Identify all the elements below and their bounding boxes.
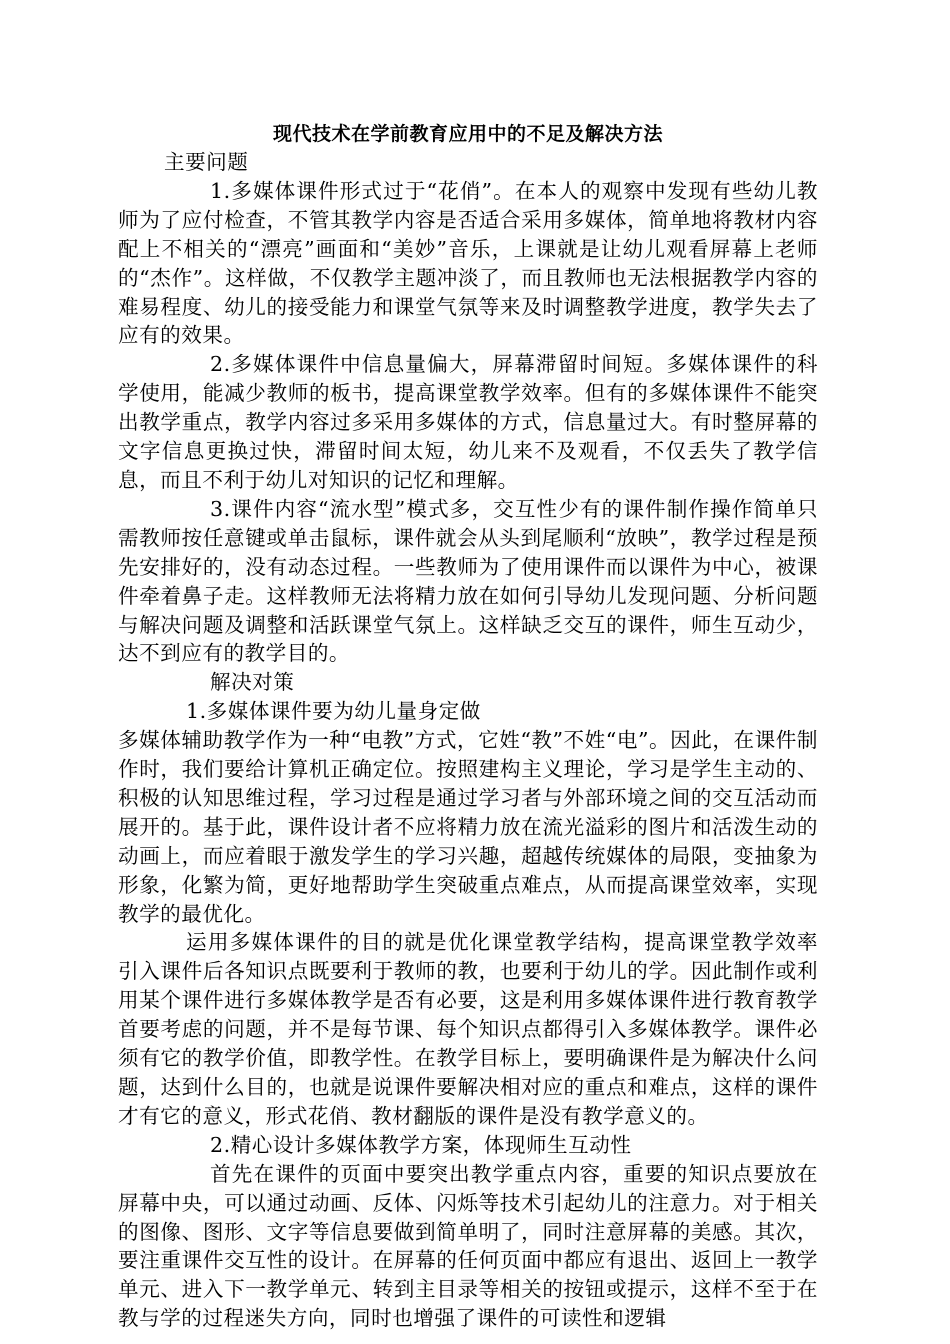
paragraph-problem-2: 2.多媒体课件中信息量偏大，屏幕滞留时间短。多媒体课件的科学使用，能减少教师的板书，提高课堂教学效率。但有的多媒体课件不能突出教学重点，教学内容过多采用多媒体的方式，信息量过大。有时整屏幕的文字信息更换过快，滞留时间太短，幼儿来不及观看，不仅丢失了教学信息，而且不利于幼儿对知识的记忆和理解。 bbox=[118, 352, 818, 492]
subheading-solution-1: 1.多媒体课件要为幼儿量身定做 bbox=[186, 699, 481, 724]
document-title: 现代技术在学前教育应用中的不足及解决方法 bbox=[272, 123, 663, 145]
paragraph-problem-3: 3.课件内容“流水型”模式多，交互性少有的课件制作操作简单只需教师按任意键或单击鼠标，课件就会从头到尾顺利“放映”，教学过程是预先安排好的，没有动态过程。一些教师为了使用课件而以课件为中心，被课件牵着鼻子走。这样教师无法将精力放在如何引导幼儿发现问题、分析问题与解决问题及调整和活跃课堂气氛上。这样缺乏交互的课件，师生互动少，达不到应有的教学目的。 bbox=[118, 496, 818, 666]
section-heading-solutions: 解决对策 bbox=[210, 670, 295, 695]
paragraph-solution-1a: 多媒体辅助教学作为一种“电教”方式，它姓“教”不姓“电”。因此，在课件制作时，我们要给计算机正确定位。按照建构主义理论，学习是学生主动的、积极的认知思维过程，学习过程是通过学习者与外部环境之间的交互活动而展开的。基于此，课件设计者不应将精力放在流光溢彩的图片和活泼生动的动画上，而应着眼于激发学生的学习兴趣，超越传统媒体的局限，变抽象为形象，化繁为简，更好地帮助学生突破重点难点，从而提高课堂效率，实现教学的最优化。 bbox=[118, 728, 818, 926]
subheading-solution-2: 2.精心设计多媒体教学方案，体现师生互动性 bbox=[210, 1132, 632, 1157]
paragraph-solution-1b: 运用多媒体课件的目的就是优化课堂教学结构，提高课堂教学效率引入课件后各知识点既要利于教师的教，也要利于幼儿的学。因此制作或利用某个课件进行多媒体教学是否有必要，这是利用多媒体课件进行教育教学首要考虑的问题，并不是每节课、每个知识点都得引入多媒体教学。课件必须有它的教学价值，即教学性。在教学目标上，要明确课件是为解决什么问题，达到什么目的，也就是说课件要解决相对应的重点和难点，这样的课件才有它的意义，形式花俏、教材翻版的课件是没有教学意义的。 bbox=[118, 930, 818, 1128]
paragraph-problem-1: 1.多媒体课件形式过于“花俏”。在本人的观察中发现有些幼儿教师为了应付检查，不管其教学内容是否适合采用多媒体，简单地将教材内容配上不相关的“漂亮”画面和“美妙”音乐，上课就是让幼儿观看屏幕上老师的“杰作”。这样做，不仅教学主题冲淡了，而且教师也无法根据教学内容的难易程度、幼儿的接受能力和课堂气氛等来及时调整教学进度，教学失去了应有的效果。 bbox=[118, 178, 818, 348]
paragraph-solution-2: 首先在课件的页面中要突出教学重点内容，重要的知识点要放在屏幕中央，可以通过动画、反体、闪烁等技术引起幼儿的注意力。对于相关的图像、图形、文字等信息要做到简单明了，同时注意屏幕的美感。其次，要注重课件交互性的设计。在屏幕的任何页面中都应有退出、返回上一教学单元、进入下一教学单元、转到主目录等相关的按钮或提示，这样不至于在教与学的过程迷失方向，同时也增强了课件的可读性和逻辑 bbox=[118, 1161, 818, 1331]
document-page bbox=[118, 120, 818, 1333]
section-heading-main-problems: 主要问题 bbox=[164, 150, 249, 174]
